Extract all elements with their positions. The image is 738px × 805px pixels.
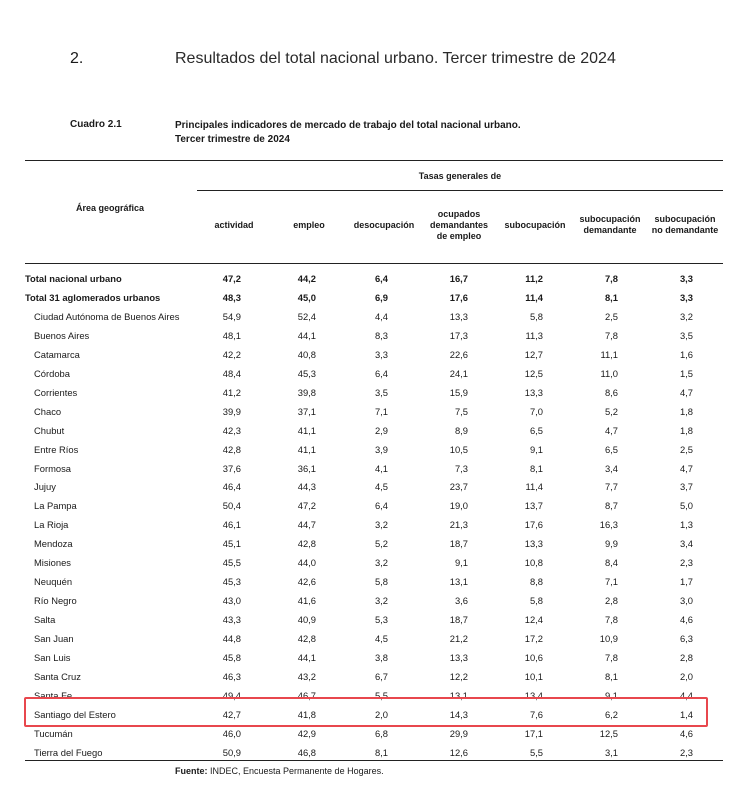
row-area-name: Jujuy	[34, 481, 56, 493]
table-cell: 10,8	[524, 557, 543, 569]
table-row	[25, 611, 723, 630]
table-cell: 3,4	[604, 462, 618, 474]
table-cell: 49,4	[222, 689, 241, 701]
column-header: desocupación	[353, 219, 415, 230]
table-cell: 7,1	[604, 576, 618, 588]
row-area-name: Santa Cruz	[34, 670, 81, 682]
table-cell: 6,3	[679, 633, 693, 645]
table-cell: 13,3	[524, 538, 543, 550]
table-cell: 40,9	[297, 614, 316, 626]
table-cell: 1,8	[679, 405, 693, 417]
table-cell: 46,8	[297, 746, 316, 758]
row-area-name: Chaco	[34, 405, 62, 417]
table-cell: 3,3	[679, 291, 693, 303]
table-cell: 5,8	[529, 310, 543, 322]
table-cell: 2,8	[604, 595, 618, 607]
row-area-name: Total nacional urbano	[25, 273, 122, 284]
table-cell: 19,0	[449, 500, 468, 512]
table-cell: 9,1	[454, 557, 468, 569]
row-highlight-box	[24, 697, 708, 727]
table-cell: 8,1	[529, 462, 543, 474]
table-cell: 7,1	[374, 405, 388, 417]
table-bottom-rule	[25, 760, 723, 761]
table-cell: 2,5	[679, 443, 693, 455]
table-row	[25, 497, 723, 516]
source-note	[175, 766, 384, 776]
table-cell: 7,8	[604, 273, 618, 284]
table-cell: 8,1	[604, 670, 618, 682]
header-bottom-rule	[25, 263, 723, 264]
table-cell: 46,4	[222, 481, 241, 493]
table-row	[25, 346, 723, 365]
table-cell: 3,6	[454, 595, 468, 607]
row-area-name: La Rioja	[34, 519, 69, 531]
table-cell: 8,3	[374, 329, 388, 341]
table-cell: 7,0	[529, 405, 543, 417]
table-cell: 14,3	[449, 708, 468, 720]
table-cell: 3,8	[374, 652, 388, 663]
table-cell: 10,1	[524, 670, 543, 682]
table-cell: 1,8	[679, 424, 693, 436]
table-title	[175, 119, 521, 147]
table-cell: 6,2	[604, 708, 618, 720]
table-row	[25, 630, 723, 649]
table-cell: 41,6	[297, 595, 316, 607]
table-cell: 4,5	[374, 633, 388, 645]
row-area-name: Salta	[34, 614, 56, 626]
table-row	[25, 384, 723, 403]
row-area-name: Córdoba	[34, 367, 70, 379]
table-cell: 7,8	[604, 614, 618, 626]
column-header: ocupados demandantes de empleo	[429, 208, 489, 241]
row-area-name: Formosa	[34, 462, 71, 474]
table-cell: 6,8	[374, 727, 388, 739]
table-cell: 11,2	[525, 273, 543, 284]
table-cell: 2,8	[679, 652, 693, 663]
table-row	[25, 460, 723, 479]
group-header: Tasas generales de	[418, 171, 502, 181]
table-cell: 41,1	[297, 443, 316, 455]
table-cell: 4,7	[679, 462, 693, 474]
table-title-line1: Principales indicadores de mercado de trabajo del total nacional urbano.	[175, 120, 521, 131]
row-area-name: Río Negro	[34, 595, 77, 607]
table-cell: 3,2	[679, 310, 693, 322]
table-row	[25, 668, 723, 687]
table-cell: 11,4	[525, 481, 543, 493]
table-cell: 12,5	[599, 727, 618, 739]
table-cell: 52,4	[297, 310, 316, 322]
table-cell: 2,5	[604, 310, 618, 322]
table-cell: 11,3	[525, 329, 543, 341]
row-area-name: Santiago del Estero	[34, 708, 116, 720]
table-cell: 17,3	[449, 329, 468, 341]
table-cell: 12,5	[524, 367, 543, 379]
table-cell: 37,6	[222, 462, 241, 474]
table-cell: 3,3	[679, 273, 693, 284]
table-cell: 29,9	[449, 727, 468, 739]
row-area-name: Misiones	[34, 557, 71, 569]
table-cell: 13,1	[449, 576, 468, 588]
table-cell: 48,3	[222, 291, 241, 303]
table-row	[25, 649, 723, 668]
table-row	[25, 289, 723, 308]
table-cell: 4,7	[604, 424, 618, 436]
table-cell: 4,7	[679, 386, 693, 398]
table-cell: 1,4	[679, 708, 693, 720]
table-cell: 3,0	[679, 595, 693, 607]
table-cell: 7,5	[454, 405, 468, 417]
table-cell: 42,9	[297, 727, 316, 739]
table-top-rule	[25, 160, 723, 161]
table-cell: 17,2	[524, 633, 543, 645]
table-cell: 39,8	[297, 386, 316, 398]
table-cell: 41,2	[222, 386, 241, 398]
table-cell: 11,0	[600, 367, 618, 379]
row-area-name: San Luis	[34, 652, 71, 663]
table-cell: 46,7	[297, 689, 316, 701]
table-cell: 12,7	[524, 348, 543, 360]
table-cell: 4,1	[374, 462, 388, 474]
table-cell: 46,3	[222, 670, 241, 682]
table-cell: 12,4	[524, 614, 543, 626]
table-cell: 17,6	[449, 291, 468, 303]
table-cell: 42,7	[222, 708, 241, 720]
table-cell: 50,4	[222, 500, 241, 512]
table-cell: 9,1	[604, 689, 618, 701]
row-area-name: Corrientes	[34, 386, 78, 398]
table-row	[25, 441, 723, 460]
table-cell: 45,3	[222, 576, 241, 588]
table-cell: 3,2	[374, 595, 388, 607]
table-cell: 3,5	[374, 386, 388, 398]
table-label: Cuadro 2.1	[70, 119, 122, 130]
table-cell: 5,0	[679, 500, 693, 512]
table-cell: 43,2	[297, 670, 316, 682]
table-cell: 40,8	[297, 348, 316, 360]
table-row	[25, 270, 723, 289]
table-cell: 37,1	[297, 405, 316, 417]
table-cell: 5,8	[374, 576, 388, 588]
table-cell: 42,3	[222, 424, 241, 436]
table-cell: 42,8	[222, 443, 241, 455]
table-cell: 7,8	[604, 652, 618, 663]
table-cell: 4,4	[374, 310, 388, 322]
table-cell: 13,1	[449, 689, 468, 701]
row-area-name: Total 31 aglomerados urbanos	[25, 291, 161, 303]
table-cell: 45,5	[222, 557, 241, 569]
table-row	[25, 478, 723, 497]
table-cell: 5,5	[374, 689, 388, 701]
row-area-name: Buenos Aires	[34, 329, 90, 341]
table-cell: 11,1	[600, 348, 618, 360]
table-cell: 48,4	[222, 367, 241, 379]
row-area-name: Catamarca	[34, 348, 80, 360]
row-area-name: Neuquén	[34, 576, 73, 588]
table-cell: 3,9	[374, 443, 388, 455]
table-cell: 5,3	[374, 614, 388, 626]
table-row	[25, 535, 723, 554]
table-cell: 50,9	[222, 746, 241, 758]
row-area-name: Tucumán	[34, 727, 73, 739]
table-cell: 3,4	[679, 538, 693, 550]
table-cell: 3,3	[374, 348, 388, 360]
table-cell: 3,2	[374, 557, 388, 569]
table-cell: 42,2	[222, 348, 241, 360]
table-cell: 48,1	[222, 329, 241, 341]
table-cell: 45,0	[297, 291, 316, 303]
section-number: 2.	[70, 50, 84, 67]
table-cell: 8,9	[454, 424, 468, 436]
table-cell: 18,7	[449, 538, 468, 550]
table-cell: 21,2	[449, 633, 468, 645]
table-cell: 44,0	[297, 557, 316, 569]
table-cell: 9,9	[604, 538, 618, 550]
table-cell: 5,2	[374, 538, 388, 550]
table-row	[25, 327, 723, 346]
table-cell: 6,5	[529, 424, 543, 436]
table-row	[25, 725, 723, 744]
column-header: actividad	[214, 219, 254, 230]
column-header: subocupación demandante	[579, 214, 641, 235]
table-cell: 8,7	[604, 500, 618, 512]
table-cell: 24,1	[449, 367, 468, 379]
table-cell: 13,3	[449, 652, 468, 663]
table-cell: 44,8	[222, 633, 241, 645]
row-area-name: Mendoza	[34, 538, 73, 550]
table-row	[25, 308, 723, 327]
row-area-name: Chubut	[34, 424, 65, 436]
source-label: Fuente:	[175, 766, 208, 776]
area-header: Área geográfica	[75, 203, 145, 213]
table-cell: 6,4	[374, 367, 388, 379]
table-cell: 44,7	[297, 519, 316, 531]
table-cell: 10,9	[599, 633, 618, 645]
table-cell: 5,2	[604, 405, 618, 417]
table-cell: 2,0	[374, 708, 388, 720]
table-cell: 2,9	[374, 424, 388, 436]
table-cell: 44,1	[297, 329, 316, 341]
table-cell: 23,7	[449, 481, 468, 493]
table-cell: 4,4	[679, 689, 693, 701]
column-header: empleo	[293, 219, 325, 230]
source-text: INDEC, Encuesta Permanente de Hogares.	[207, 766, 384, 776]
table-cell: 16,7	[449, 273, 468, 284]
table-cell: 3,7	[679, 481, 693, 493]
row-area-name: Ciudad Autónoma de Buenos Aires	[34, 310, 180, 322]
table-cell: 13,7	[524, 500, 543, 512]
table-cell: 10,6	[524, 652, 543, 663]
table-cell: 43,0	[222, 595, 241, 607]
table-cell: 21,3	[449, 519, 468, 531]
table-row	[25, 365, 723, 384]
table-cell: 44,3	[297, 481, 316, 493]
table-cell: 7,7	[604, 481, 618, 493]
table-cell: 2,0	[679, 670, 693, 682]
table-row	[25, 592, 723, 611]
table-cell: 3,1	[604, 746, 618, 758]
table-cell: 6,9	[374, 291, 388, 303]
table-cell: 13,3	[524, 386, 543, 398]
table-cell: 47,2	[297, 500, 316, 512]
table-cell: 4,6	[679, 727, 693, 739]
table-cell: 1,6	[679, 348, 693, 360]
table-cell: 17,1	[524, 727, 543, 739]
table-cell: 42,6	[297, 576, 316, 588]
table-cell: 8,1	[604, 291, 618, 303]
table-cell: 46,0	[222, 727, 241, 739]
row-area-name: San Juan	[34, 633, 74, 645]
table-cell: 44,1	[297, 652, 316, 663]
table-cell: 42,8	[297, 538, 316, 550]
table-cell: 42,8	[297, 633, 316, 645]
table-cell: 22,6	[449, 348, 468, 360]
table-cell: 54,9	[222, 310, 241, 322]
table-cell: 7,8	[604, 329, 618, 341]
table-cell: 8,1	[374, 746, 388, 758]
table-row	[25, 403, 723, 422]
group-rule	[197, 190, 723, 191]
table-cell: 47,2	[222, 273, 241, 284]
row-area-name: Tierra del Fuego	[34, 746, 103, 758]
table-cell: 17,6	[524, 519, 543, 531]
table-cell: 6,4	[374, 500, 388, 512]
table-cell: 41,1	[297, 424, 316, 436]
table-cell: 13,3	[449, 310, 468, 322]
table-cell: 45,1	[222, 538, 241, 550]
table-cell: 45,8	[222, 652, 241, 663]
table-cell: 46,1	[222, 519, 241, 531]
table-cell: 39,9	[222, 405, 241, 417]
table-cell: 4,6	[679, 614, 693, 626]
table-cell: 36,1	[297, 462, 316, 474]
row-area-name: Santa Fe	[34, 689, 73, 701]
table-cell: 5,8	[529, 595, 543, 607]
table-title-line2: Tercer trimestre de 2024	[175, 134, 290, 145]
table-row	[25, 554, 723, 573]
table-cell: 1,5	[679, 367, 693, 379]
table-cell: 9,1	[529, 443, 543, 455]
table-cell: 44,2	[297, 273, 316, 284]
table-cell: 15,9	[449, 386, 468, 398]
table-cell: 6,7	[374, 670, 388, 682]
column-header: subocupación	[504, 219, 566, 230]
table-cell: 13,4	[524, 689, 543, 701]
table-cell: 5,5	[529, 746, 543, 758]
table-cell: 7,3	[454, 462, 468, 474]
table-cell: 10,5	[449, 443, 468, 455]
column-header: subocupación no demandante	[651, 214, 719, 235]
table-cell: 43,3	[222, 614, 241, 626]
table-cell: 6,5	[604, 443, 618, 455]
table-cell: 2,3	[679, 557, 693, 569]
table-cell: 8,8	[529, 576, 543, 588]
table-cell: 45,3	[297, 367, 316, 379]
table-cell: 18,7	[449, 614, 468, 626]
table-row	[25, 573, 723, 592]
row-area-name: Entre Ríos	[34, 443, 79, 455]
table-cell: 8,4	[604, 557, 618, 569]
table-cell: 1,3	[679, 519, 693, 531]
table-cell: 16,3	[599, 519, 618, 531]
row-area-name: La Pampa	[34, 500, 77, 512]
table-cell: 6,4	[374, 273, 388, 284]
table-cell: 12,6	[449, 746, 468, 758]
table-row	[25, 516, 723, 535]
table-cell: 3,5	[679, 329, 693, 341]
table-cell: 4,5	[374, 481, 388, 493]
table-cell: 2,3	[679, 746, 693, 758]
section-title: Resultados del total nacional urbano. Tercer trimestre de 2024	[175, 50, 616, 67]
table-row	[25, 422, 723, 441]
table-cell: 41,8	[297, 708, 316, 720]
table-cell: 3,2	[374, 519, 388, 531]
table-cell: 8,6	[604, 386, 618, 398]
table-cell: 1,7	[679, 576, 693, 588]
table-cell: 12,2	[449, 670, 468, 682]
table-cell: 7,6	[529, 708, 543, 720]
table-cell: 11,4	[525, 291, 543, 303]
